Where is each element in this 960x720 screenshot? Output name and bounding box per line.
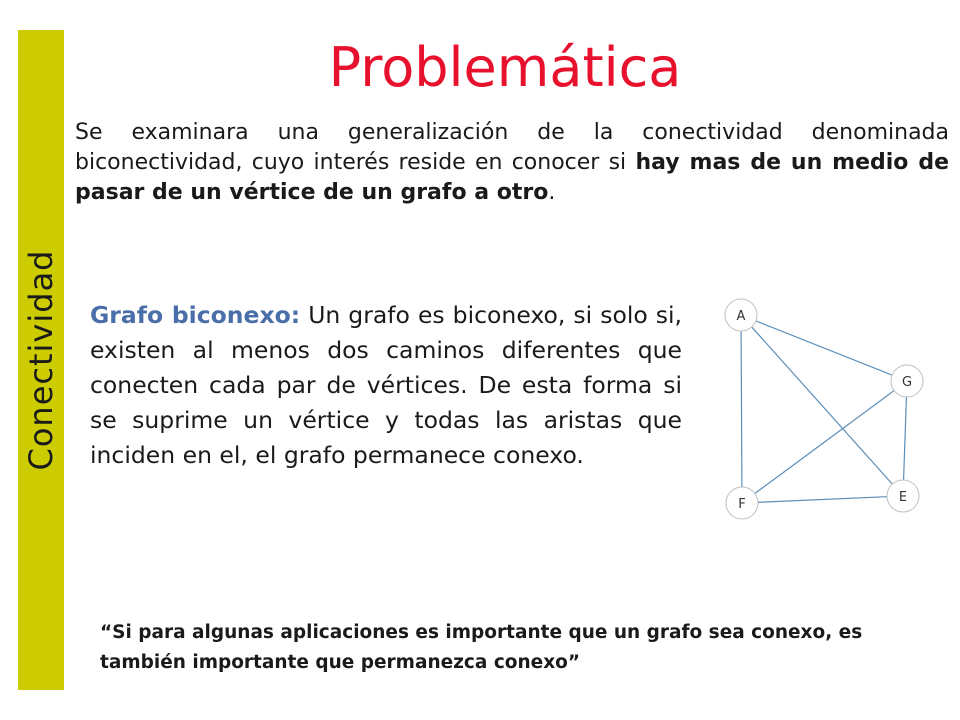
quote-text: “Si para algunas aplicaciones es importante que un grafo sea conexo, es también importante que permanezca conexo”	[100, 622, 863, 673]
node-a-label: A	[736, 309, 746, 324]
node-e	[887, 480, 919, 512]
edge-a-g	[741, 315, 907, 381]
definition-body: Un grafo es biconexo, si solo si, existen al menos dos caminos diferentes que conecten cada par de vértices. De esta forma si se suprime un vértice y todas las aristas que inciden en el, el grafo permanece conexo.	[90, 301, 683, 469]
graph-diagram	[720, 295, 940, 525]
edge-a-e	[741, 315, 903, 496]
intro-text: Se examinara una generalización de la conectividad denominada biconectividad, cuyo interés reside en conocer si	[75, 120, 949, 175]
node-e-label: E	[898, 490, 908, 505]
definition-paragraph	[90, 298, 682, 473]
node-g	[891, 365, 923, 397]
sidebar-label: Conectividad	[22, 249, 60, 471]
edge-g-f	[742, 381, 907, 503]
definition-term: Grafo biconexo:	[90, 301, 301, 329]
edge-g-e	[903, 381, 907, 496]
node-a	[725, 299, 757, 331]
intro-end: .	[548, 180, 556, 205]
edge-a-f	[741, 315, 742, 503]
node-f-label: F	[738, 497, 746, 512]
node-g-label: G	[901, 375, 913, 390]
edge-f-e	[742, 496, 903, 503]
intro-paragraph	[75, 118, 949, 208]
node-f	[726, 487, 758, 519]
intro-bold-text: hay mas de un medio de pasar de un vértice de un grafo a otro	[75, 150, 949, 205]
page-title: Problemática	[328, 36, 682, 99]
